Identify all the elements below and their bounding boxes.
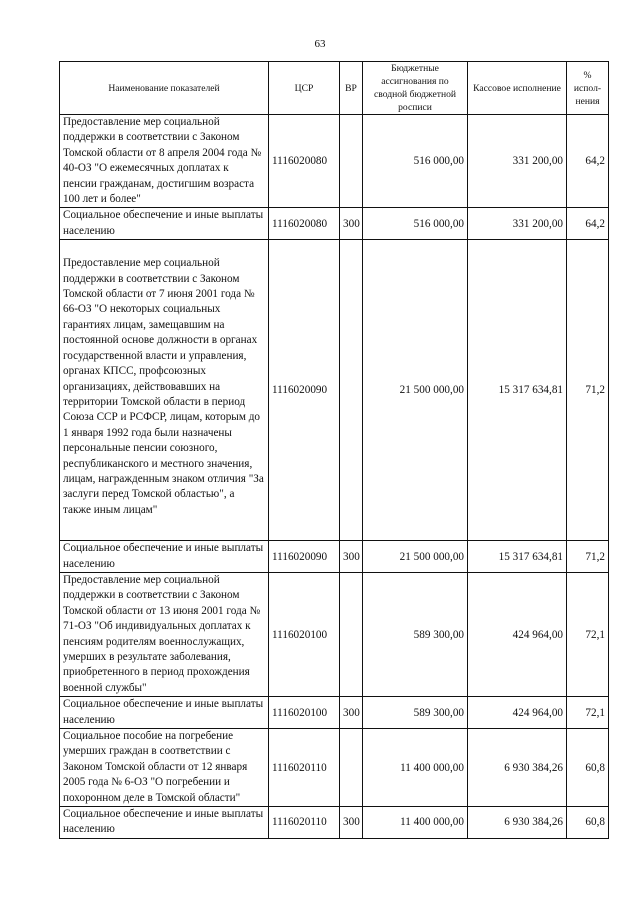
row-vr xyxy=(340,115,363,208)
row-plan: 589 300,00 xyxy=(363,572,468,696)
row-pct: 60,8 xyxy=(567,729,609,807)
row-plan: 11 400 000,00 xyxy=(363,807,468,839)
table-row xyxy=(60,208,609,240)
row-csr: 1116020100 xyxy=(269,572,340,696)
row-plan: 516 000,00 xyxy=(363,208,468,240)
row-vr xyxy=(340,240,363,541)
table-row xyxy=(60,807,609,839)
row-name: Социальное обеспечение и иные выплаты населению xyxy=(60,807,269,839)
row-name: Предоставление мер социальной поддержки в соответствии с Законом Томской области от 7 июня 2001 года № 66-ОЗ "О некоторых социальных гарантиях лицам, замещавшим на постоянной основе должности в органах государственной власти и управления, органах КПСС, профсоюзных организациях, действовавших на территории Томской области в период Союза ССР и РСФСР, лицам, которым до 1 января 1992 года были назначены персональные пенсии союзного, республиканского и местного значения, лицам, награжденным знаком отличия "За заслуги перед Томской областью", а также иным лицам" xyxy=(60,240,269,541)
row-csr: 1116020090 xyxy=(269,541,340,573)
row-name: Социальное обеспечение и иные выплаты населению xyxy=(60,208,269,240)
row-vr xyxy=(340,729,363,807)
row-vr: 300 xyxy=(340,807,363,839)
row-exec: 6 930 384,26 xyxy=(468,807,567,839)
row-plan: 21 500 000,00 xyxy=(363,240,468,541)
table-row xyxy=(60,572,609,696)
header-name: Наименование показателей xyxy=(60,62,269,115)
row-exec: 331 200,00 xyxy=(468,208,567,240)
row-plan: 589 300,00 xyxy=(363,697,468,729)
row-csr: 1116020080 xyxy=(269,208,340,240)
row-csr: 1116020080 xyxy=(269,115,340,208)
page-number: 63 xyxy=(314,38,326,50)
row-name: Предоставление мер социальной поддержки в соответствии с Законом Томской области от 13 июня 2001 года № 71-ОЗ "Об индивидуальных доплатах к пенсиям родителям военнослужащих, умерших в результате заболевания, приобретенного в период прохождения военной службы" xyxy=(60,572,269,696)
row-plan: 21 500 000,00 xyxy=(363,541,468,573)
row-exec: 331 200,00 xyxy=(468,115,567,208)
row-plan: 11 400 000,00 xyxy=(363,729,468,807)
table-row xyxy=(60,541,609,573)
row-pct: 60,8 xyxy=(567,807,609,839)
row-name: Предоставление мер социальной поддержки в соответствии с Законом Томской области от 8 апреля 2004 года № 40-ОЗ "О ежемесячных доплатах к пенсии гражданам, достигшим возраста 100 лет и более" xyxy=(60,115,269,208)
header-pct: % испол-нения xyxy=(567,62,609,115)
row-exec: 6 930 384,26 xyxy=(468,729,567,807)
row-pct: 64,2 xyxy=(567,115,609,208)
row-vr: 300 xyxy=(340,697,363,729)
budget-execution-table xyxy=(59,61,609,839)
header-exec: Кассовое исполнение xyxy=(468,62,567,115)
row-name: Социальное пособие на погребение умерших граждан в соответствии с Законом Томской области от 12 января 2005 года № 6-ОЗ "О погребении и похоронном деле в Томской области" xyxy=(60,729,269,807)
header-plan: Бюджетные ассигнования по сводной бюджетной росписи xyxy=(363,62,468,115)
table-row xyxy=(60,240,609,541)
row-vr: 300 xyxy=(340,208,363,240)
row-exec: 424 964,00 xyxy=(468,697,567,729)
row-pct: 72,1 xyxy=(567,697,609,729)
table-row xyxy=(60,697,609,729)
row-csr: 1116020090 xyxy=(269,240,340,541)
row-csr: 1116020110 xyxy=(269,807,340,839)
row-pct: 72,1 xyxy=(567,572,609,696)
table-row xyxy=(60,115,609,208)
row-exec: 15 317 634,81 xyxy=(468,240,567,541)
header-csr: ЦСР xyxy=(269,62,340,115)
row-vr xyxy=(340,572,363,696)
table-header-row xyxy=(60,62,609,115)
row-exec: 424 964,00 xyxy=(468,572,567,696)
row-pct: 64,2 xyxy=(567,208,609,240)
row-name: Социальное обеспечение и иные выплаты населению xyxy=(60,541,269,573)
row-csr: 1116020100 xyxy=(269,697,340,729)
row-name: Социальное обеспечение и иные выплаты населению xyxy=(60,697,269,729)
header-vr: ВР xyxy=(340,62,363,115)
row-plan: 516 000,00 xyxy=(363,115,468,208)
row-vr: 300 xyxy=(340,541,363,573)
table-row xyxy=(60,729,609,807)
row-pct: 71,2 xyxy=(567,240,609,541)
row-exec: 15 317 634,81 xyxy=(468,541,567,573)
row-csr: 1116020110 xyxy=(269,729,340,807)
row-pct: 71,2 xyxy=(567,541,609,573)
